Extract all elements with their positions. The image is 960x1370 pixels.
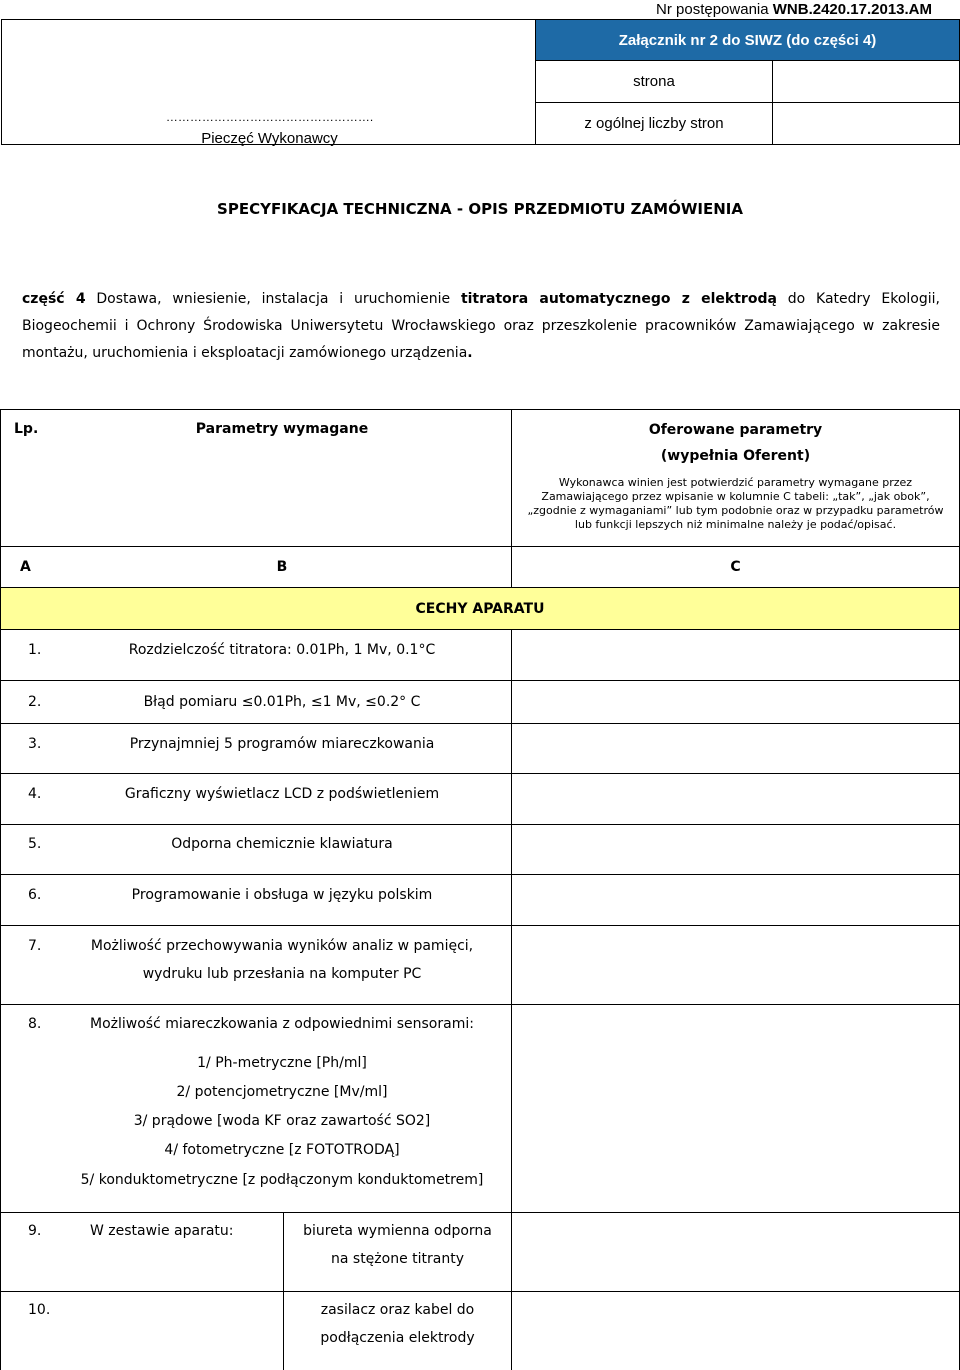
row-number: 6. bbox=[28, 887, 42, 903]
row-number: 10. bbox=[28, 1302, 51, 1318]
row-number: 1. bbox=[28, 642, 42, 658]
offered-field[interactable] bbox=[511, 824, 960, 875]
required-header: Parametry wymagane bbox=[195, 421, 369, 437]
offered-header: Oferowane parametry bbox=[648, 422, 823, 438]
offered-field[interactable] bbox=[511, 680, 960, 724]
offered-field[interactable] bbox=[511, 629, 960, 681]
kit-item-line-1: zasilacz oraz kabel do bbox=[320, 1302, 475, 1318]
sensor-item: 2/ potencjometryczne [Mv/ml] bbox=[176, 1084, 388, 1100]
total-pages-field[interactable] bbox=[772, 102, 960, 145]
offered-field[interactable] bbox=[511, 1291, 960, 1370]
row-requirement: Programowanie i obsługa w języku polskim bbox=[131, 887, 433, 903]
page-label: strona bbox=[535, 60, 773, 103]
sensor-item: 4/ fotometryczne [z FOTOTRODĄ] bbox=[164, 1142, 400, 1158]
row-number: 4. bbox=[28, 786, 42, 802]
intro-text-1: Dostawa, wniesienie, instalacja i uruchomienie bbox=[85, 291, 461, 307]
col-c-label: C bbox=[511, 546, 960, 588]
row-requirement: Rozdzielczość titratora: 0.01Ph, 1 Mv, 0.1°C bbox=[128, 642, 436, 658]
offered-field[interactable] bbox=[511, 723, 960, 774]
offered-field[interactable] bbox=[511, 1004, 960, 1213]
offered-subheader: (wypełnia Oferent) bbox=[660, 448, 811, 464]
case-number-prefix: Nr postępowania bbox=[656, 1, 773, 18]
kit-item-line-2: na stężone titranty bbox=[331, 1251, 464, 1267]
intro-end: . bbox=[467, 345, 473, 361]
offered-field[interactable] bbox=[511, 874, 960, 926]
sensor-item: 3/ prądowe [woda KF oraz zawartość SO2] bbox=[133, 1113, 431, 1129]
lp-header: Lp. bbox=[14, 421, 39, 437]
offered-field[interactable] bbox=[511, 925, 960, 1005]
offered-field[interactable] bbox=[511, 773, 960, 825]
stamp-label: Pieczęć Wykonawcy bbox=[201, 130, 338, 147]
contractor-stamp-box bbox=[1, 19, 536, 145]
stamp-dots: ……………………………………………. bbox=[165, 110, 374, 124]
sensor-item: 5/ konduktometryczne [z podłączonym konduktometrem] bbox=[80, 1172, 484, 1188]
offered-header-cell bbox=[511, 409, 960, 547]
offered-instruction: Wykonawca winien jest potwierdzić parametry wymagane przez Zamawiającego przez wpisanie w kolumnie C tabeli: „tak”, „jak obok”, „zgodnie z wymaganiami” lub tym podobnie oraz w przypadku parametrów lub funkcji lepszych niż minimalne należy je podać/opisać. bbox=[527, 476, 944, 531]
intro-device: titratora automatycznego z elektrodą bbox=[460, 291, 777, 307]
row-requirement: Odporna chemicznie klawiatura bbox=[171, 836, 393, 852]
row-requirement-line-1: Możliwość przechowywania wyników analiz w pamięci, bbox=[90, 938, 474, 954]
kit-item-line-1: biureta wymienna odporna bbox=[303, 1223, 492, 1239]
kit-label: W zestawie aparatu: bbox=[90, 1223, 234, 1239]
case-number: WNB.2420.17.2013.AM bbox=[772, 1, 932, 18]
row-number: 7. bbox=[28, 938, 42, 954]
row-number: 2. bbox=[28, 694, 42, 710]
row-requirement: Możliwość miareczkowania z odpowiednimi sensorami: bbox=[90, 1016, 474, 1032]
intro-part-label: część 4 bbox=[22, 291, 86, 307]
col-b-label: B bbox=[276, 559, 288, 575]
row-number: 3. bbox=[28, 736, 42, 752]
page-title: SPECYFIKACJA TECHNICZNA - OPIS PRZEDMIOTU ZAMÓWIENIA bbox=[217, 200, 743, 218]
row-number: 5. bbox=[28, 836, 42, 852]
page-number-field[interactable] bbox=[772, 60, 960, 103]
sensor-item: 1/ Ph-metryczne [Ph/ml] bbox=[197, 1055, 367, 1071]
row-number: 8. bbox=[28, 1016, 42, 1032]
intro-text-2: do Katedry Ekologii, Biogeochemii i Ochrony Środowiska Uniwersytetu Wrocławskiego oraz przeszkolenie pracowników Zamawiającego w zakresie montażu, uruchomienia i eksploatacji zamówionego urządzenia bbox=[22, 291, 940, 361]
kit-item-line-2: podłączenia elektrody bbox=[320, 1330, 475, 1346]
row-requirement: Graficzny wyświetlacz LCD z podświetleniem bbox=[124, 786, 440, 802]
row-number: 9. bbox=[28, 1223, 42, 1239]
total-pages-label: z ogólnej liczby stron bbox=[535, 102, 773, 145]
annex-label: Załącznik nr 2 do SIWZ (do części 4) bbox=[535, 19, 960, 61]
row-requirement: Przynajmniej 5 programów miareczkowania bbox=[129, 736, 435, 752]
row-requirement: Błąd pomiaru ≤0.01Ph, ≤1 Mv, ≤0.2° C bbox=[143, 694, 421, 710]
section-header: CECHY APARATU bbox=[0, 587, 960, 630]
table-row bbox=[0, 925, 512, 1005]
col-a-label: A bbox=[20, 559, 31, 575]
intro-paragraph bbox=[22, 286, 940, 367]
offered-field[interactable] bbox=[511, 1212, 960, 1292]
row-requirement-line-2: wydruku lub przesłania na komputer PC bbox=[142, 966, 422, 982]
